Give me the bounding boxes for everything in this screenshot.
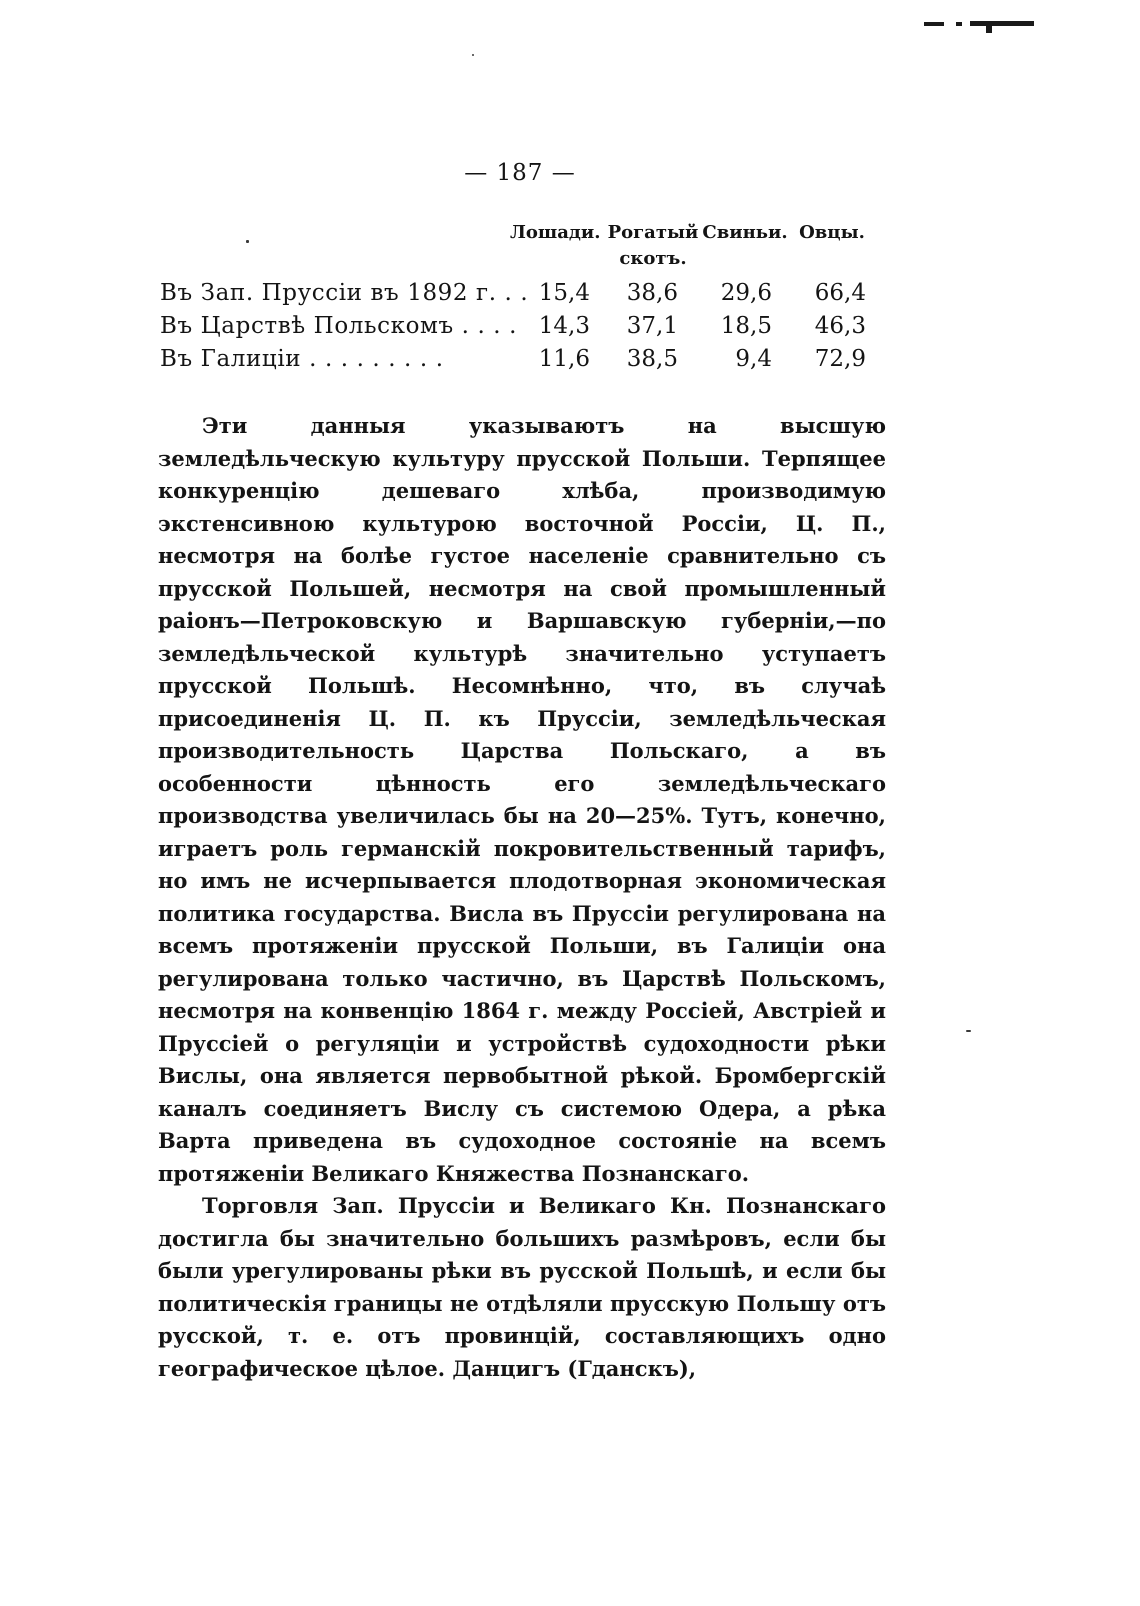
cell-sheep: 72,9 — [814, 346, 866, 372]
table-header — [160, 220, 890, 280]
header-pigs: Свиньи. — [702, 222, 788, 243]
row-label: Въ Зап. Пруссіи въ 1892 г. . . — [160, 280, 529, 306]
cell-cattle: 38,6 — [626, 280, 678, 306]
header-cattle-line-2: скотъ. — [619, 248, 687, 269]
cell-cattle: 37,1 — [626, 313, 678, 339]
body-text — [158, 410, 886, 1385]
cell-pigs: 29,6 — [720, 280, 772, 306]
table-row — [160, 280, 890, 313]
header-cattle-line-1: Рогатый — [607, 222, 699, 243]
cell-sheep: 46,3 — [814, 313, 866, 339]
row-label: Въ Галиціи . . . . . . . . . — [160, 346, 444, 372]
livestock-table — [160, 220, 890, 379]
cell-horses: 11,6 — [538, 346, 590, 372]
cell-cattle: 38,5 — [626, 346, 678, 372]
scan-speck — [472, 54, 474, 56]
scan-speck — [966, 1030, 971, 1032]
cell-horses: 14,3 — [538, 313, 590, 339]
scan-edge-mark — [924, 20, 1036, 26]
header-horses: Лошади. — [510, 222, 601, 243]
paragraph: Эти данныя указываютъ на высшую земледѣльческую культуру прусской Польши. Терпящее конкуренцію дешеваго хлѣба, производимую экстенсивною культурою восточной Россіи, Ц. П., несмотря на болѣе густое населеніе сравнительно съ прусской Польшей, несмотря на свой промышленный раіонъ—Петроковскую и Варшавскую губерніи,—по земледѣльческой культурѣ значительно уступаетъ прусской Польшѣ. Несомнѣнно, что, въ случаѣ присоединенія Ц. П. къ Пруссіи, земледѣльческая производительность Царства Польскаго, а въ особенности цѣнность его земледѣльческаго производства увеличилась бы на 20—25%. Тутъ, конечно, играетъ роль германскій покровительственный тарифъ, но имъ не исчерпывается плодотворная экономическая политика государства. Висла въ Пруссіи регулирована на всемъ протяженіи прусской Польши, въ Галиціи она регулирована только частично, въ Царствѣ Польскомъ, несмотря на конвенцію 1864 г. между Россіей, Австріей и Пруссіей о регуляціи и устройствѣ судоходности рѣки Вислы, она является первобытной рѣкой. Бромбергскій каналъ соединяетъ Вислу съ системою Одера, а рѣка Варта приведена въ судоходное состояніе на всемъ протяженіи Великаго Княжества Познанскаго. — [158, 413, 886, 1186]
paragraph: Торговля Зап. Пруссіи и Великаго Кн. Познанскаго достигла бы значительно большихъ размѣровъ, если бы были урегулированы рѣки въ русской Польшѣ, и если бы политическія границы не отдѣляли прусскую Польшу отъ русской, т. е. отъ провинцій, составляющихъ одно географическое цѣлое. Данцигъ (Гданскъ), — [158, 1193, 886, 1381]
header-sheep: Овцы. — [799, 222, 865, 243]
page-number: — 187 — — [464, 160, 576, 186]
cell-horses: 15,4 — [538, 280, 590, 306]
row-label: Въ Царствѣ Польскомъ . . . . — [160, 313, 518, 339]
table-row — [160, 346, 890, 379]
table-row — [160, 313, 890, 346]
cell-pigs: 18,5 — [720, 313, 772, 339]
cell-sheep: 66,4 — [814, 280, 866, 306]
header-cattle — [604, 220, 702, 272]
cell-pigs: 9,4 — [735, 346, 772, 372]
